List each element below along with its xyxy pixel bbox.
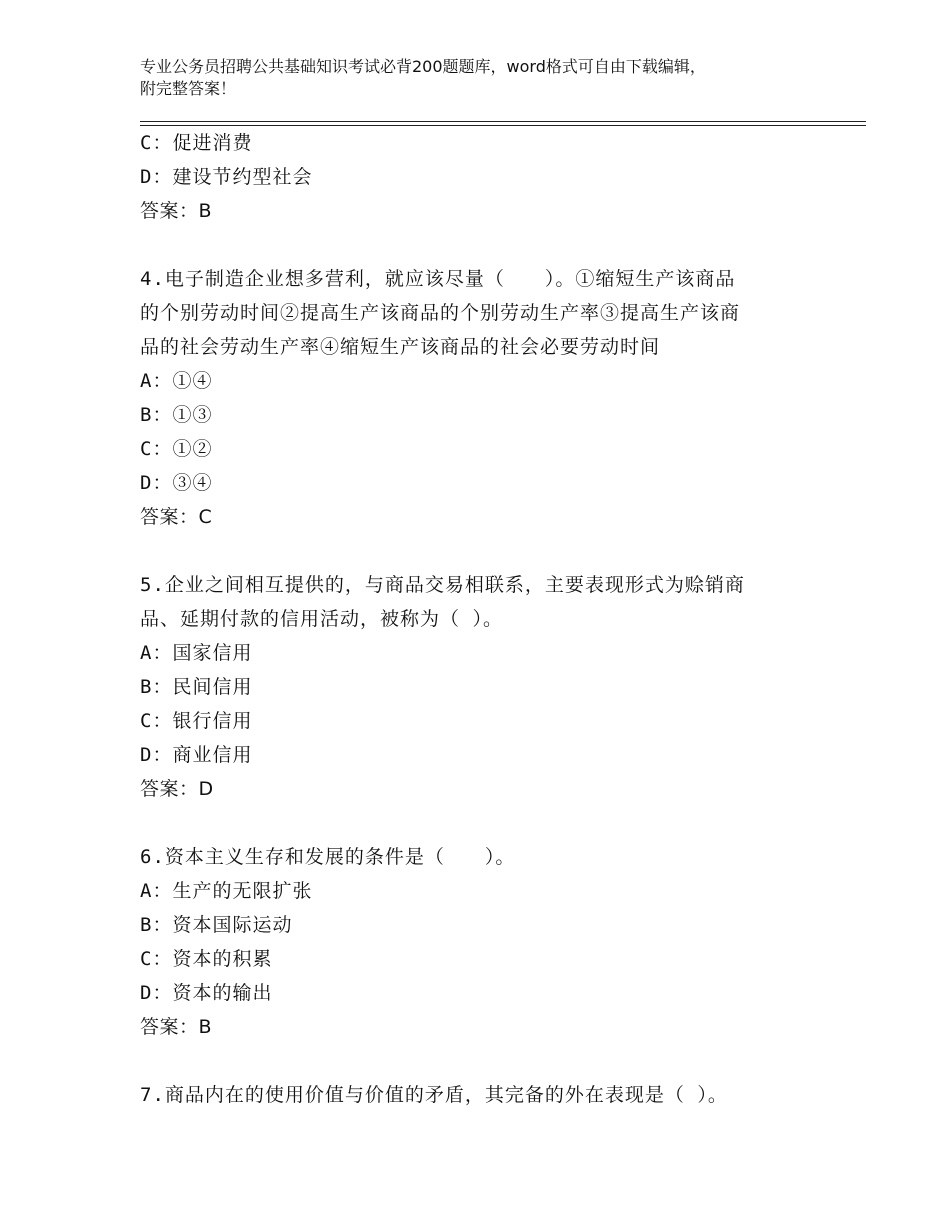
question-6 (140, 840, 830, 1044)
question-stem-line: 6.资本主义生存和发展的条件是（ ）。 (140, 846, 516, 868)
option-c: C：资本的积累 (140, 948, 273, 970)
question-5 (140, 568, 830, 806)
option-b: B：资本国际运动 (140, 914, 293, 936)
option-c: C：促进消费 (140, 132, 253, 154)
option-b: B：①③ (140, 404, 213, 426)
option-a: A：国家信用 (140, 642, 253, 664)
spacer (140, 228, 830, 262)
option-d: D：商业信用 (140, 744, 253, 766)
question-stem-line: 品的社会劳动生产率④缩短生产该商品的社会必要劳动时间 (140, 336, 661, 358)
option-d: D：资本的输出 (140, 982, 273, 1004)
header-rule-thin (140, 121, 866, 122)
question-stem-line: 7.商品内在的使用价值与价值的矛盾，其完备的外在表现是（ ）。 (140, 1084, 728, 1106)
question-stem-line: 5.企业之间相互提供的，与商品交易相联系，主要表现形式为赊销商 (140, 574, 745, 596)
question-3-tail (140, 126, 830, 228)
option-c: C：①② (140, 438, 213, 460)
answer-line: 答案：B (140, 200, 213, 222)
option-d: D：③④ (140, 472, 213, 494)
question-stem-line: 品、延期付款的信用活动，被称为（ ）。 (140, 608, 503, 630)
option-a: A：生产的无限扩张 (140, 880, 313, 902)
spacer (140, 534, 830, 568)
question-4 (140, 262, 830, 534)
answer-line: 答案：D (140, 778, 214, 800)
question-7 (140, 1078, 830, 1112)
answer-line: 答案：C (140, 506, 213, 528)
spacer (140, 806, 830, 840)
header-line-1: 专业公务员招聘公共基础知识考试必背200题题库，word格式可自由下载编辑， (140, 57, 706, 76)
spacer (140, 1044, 830, 1078)
answer-line: 答案：B (140, 1016, 213, 1038)
option-a: A：①④ (140, 370, 213, 392)
question-list (140, 126, 830, 1112)
option-d: D：建设节约型社会 (140, 166, 313, 188)
page-header (140, 56, 840, 100)
question-stem-line: 4.电子制造企业想多营利，就应该尽量（ ）。①缩短生产该商品 (140, 268, 736, 290)
option-b: B：民间信用 (140, 676, 253, 698)
question-stem-line: 的个别劳动时间②提高生产该商品的个别劳动生产率③提高生产该商 (140, 302, 741, 324)
option-c: C：银行信用 (140, 710, 253, 732)
header-line-2: 附完整答案！ (140, 79, 237, 98)
